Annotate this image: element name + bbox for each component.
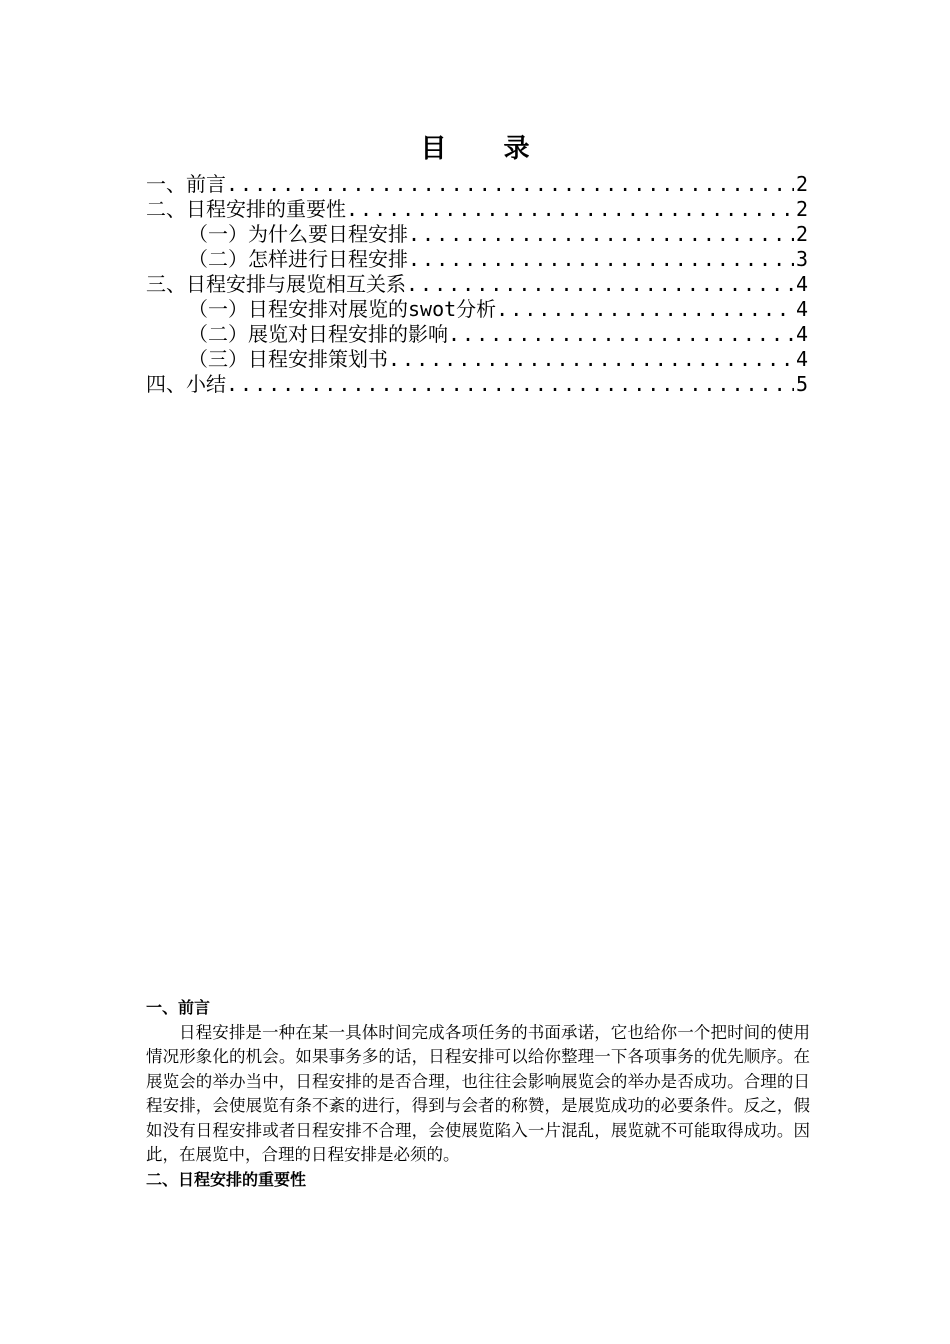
toc-leader-dots	[448, 322, 794, 347]
toc-leader-dots	[496, 297, 794, 322]
preface-paragraph: 日程安排是一种在某一具体时间完成各项任务的书面承诺，它也给你一个把时间的使用情况形象化的机会。如果事务多的话，日程安排可以给你整理一下各项事务的优先顺序。在展览会的举办当中，日程安排的是否合理，也往往会影响展览会的举办是否成功。合理的日程安排，会使展览有条不紊的进行，得到与会者的称赞，是展览成功的必要条件。反之，假如没有日程安排或者日程安排不合理，会使展览陷入一片混乱，展览就不可能取得成功。因此，在展览中，合理的日程安排是必须的。	[146, 1022, 810, 1164]
toc-leader-dots	[346, 197, 794, 222]
toc-page-number: 5	[795, 372, 808, 396]
toc-title: 目 录	[420, 134, 554, 164]
toc-subentry[interactable]	[146, 347, 808, 372]
toc-page-number: 4	[795, 297, 808, 321]
toc-leader-dots	[226, 172, 794, 197]
toc-leader-dots	[406, 272, 794, 297]
toc-leader-dots	[388, 347, 794, 372]
toc-entry-text: 二、日程安排的重要性	[146, 197, 346, 221]
toc-entry-text: 三、日程安排与展览相互关系	[146, 272, 406, 296]
toc-entry[interactable]	[146, 272, 808, 297]
toc-page-number: 4	[795, 347, 808, 371]
toc-page-number: 2	[795, 172, 808, 196]
toc-subentry[interactable]	[146, 322, 808, 347]
toc-entry-text: （二）怎样进行日程安排	[188, 247, 408, 271]
toc-subentry[interactable]	[146, 222, 808, 247]
section-heading-preface: 一、前言	[146, 998, 211, 1017]
toc-leader-dots	[226, 372, 794, 397]
toc-leader-dots	[408, 222, 794, 247]
table-of-contents	[146, 172, 808, 397]
toc-entry-text: 四、小结	[146, 372, 226, 396]
toc-subentry[interactable]	[146, 297, 808, 322]
document-body	[146, 996, 810, 1192]
toc-entry-text: 一、前言	[146, 172, 226, 196]
toc-entry[interactable]	[146, 372, 808, 397]
toc-entry-text: （二）展览对日程安排的影响	[188, 322, 448, 346]
toc-subentry[interactable]	[146, 247, 808, 272]
toc-page-number: 2	[795, 197, 808, 221]
toc-page-number: 4	[795, 322, 808, 346]
toc-page-number: 3	[795, 247, 808, 271]
toc-entry[interactable]	[146, 172, 808, 197]
toc-entry-text: （一）日程安排对展览的swot分析	[188, 297, 497, 321]
toc-entry[interactable]	[146, 197, 808, 222]
toc-leader-dots	[408, 247, 794, 272]
toc-page-number: 2	[795, 222, 808, 246]
section-heading-importance: 二、日程安排的重要性	[146, 1169, 307, 1189]
toc-page-number: 4	[795, 272, 808, 296]
toc-entry-text: （一）为什么要日程安排	[188, 222, 408, 246]
toc-entry-text: （三）日程安排策划书	[188, 347, 388, 371]
